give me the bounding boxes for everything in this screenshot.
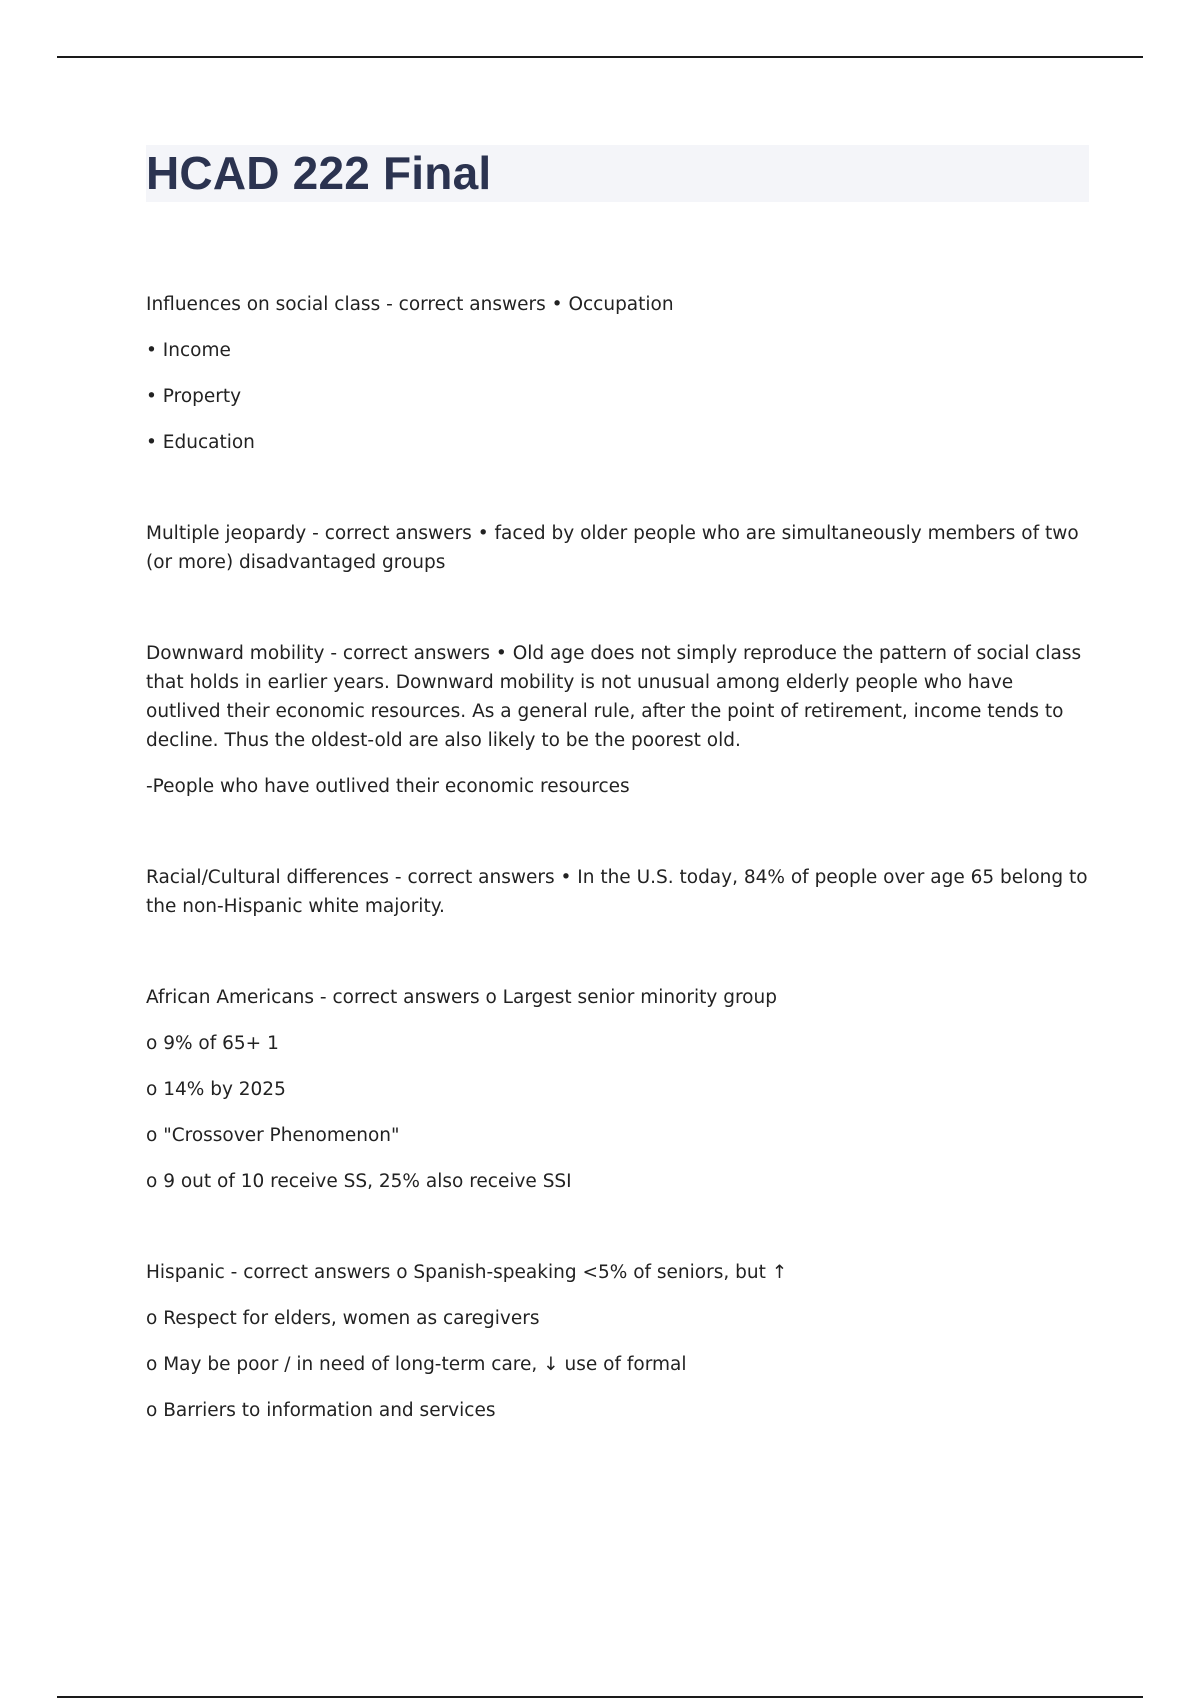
section-line: • Income	[146, 340, 231, 361]
section-racial-cultural	[146, 863, 1091, 921]
section-line: Racial/Cultural differences - correct answers • In the U.S. today, 84% of people over age 65 belong to the non-Hispanic white majority.	[146, 867, 1088, 917]
section-line: Multiple jeopardy - correct answers • faced by older people who are simultaneously members of two (or more) disadvantaged groups	[146, 523, 1079, 573]
section-line: Downward mobility - correct answers • Old age does not simply reproduce the pattern of social class that holds in earlier years. Downward mobility is not unusual among elderly people who have outlived their economic resources. As a general rule, after the point of retirement, income tends to decline. Thus the oldest-old are also likely to be the poorest old.	[146, 643, 1082, 751]
section-line: o 9% of 65+ 1	[146, 1033, 279, 1054]
section-line: o "Crossover Phenomenon"	[146, 1125, 400, 1146]
section-downward-mobility	[146, 639, 1091, 801]
top-rule	[57, 56, 1143, 58]
section-line: o 9 out of 10 receive SS, 25% also receive SSI	[146, 1171, 572, 1192]
section-line: • Education	[146, 432, 255, 453]
section-line: o Respect for elders, women as caregivers	[146, 1308, 540, 1329]
section-line: -People who have outlived their economic resources	[146, 776, 630, 797]
section-line: o 14% by 2025	[146, 1079, 286, 1100]
bottom-rule	[57, 1696, 1143, 1698]
section-line: o Barriers to information and services	[146, 1400, 496, 1421]
section-social-class	[146, 290, 1091, 457]
section-line: African Americans - correct answers o Largest senior minority group	[146, 987, 777, 1008]
section-line: Influences on social class - correct answers • Occupation	[146, 294, 674, 315]
section-line: Hispanic - correct answers o Spanish-speaking <5% of seniors, but ↑	[146, 1262, 788, 1283]
section-multiple-jeopardy	[146, 519, 1091, 577]
section-line: • Property	[146, 386, 242, 407]
section-hispanic	[146, 1258, 1091, 1425]
section-african-americans	[146, 983, 1091, 1196]
document-body	[146, 290, 1091, 1442]
document-title: HCAD 222 Final	[146, 147, 492, 199]
section-line: o May be poor / in need of long-term care, ↓ use of formal	[146, 1354, 687, 1375]
